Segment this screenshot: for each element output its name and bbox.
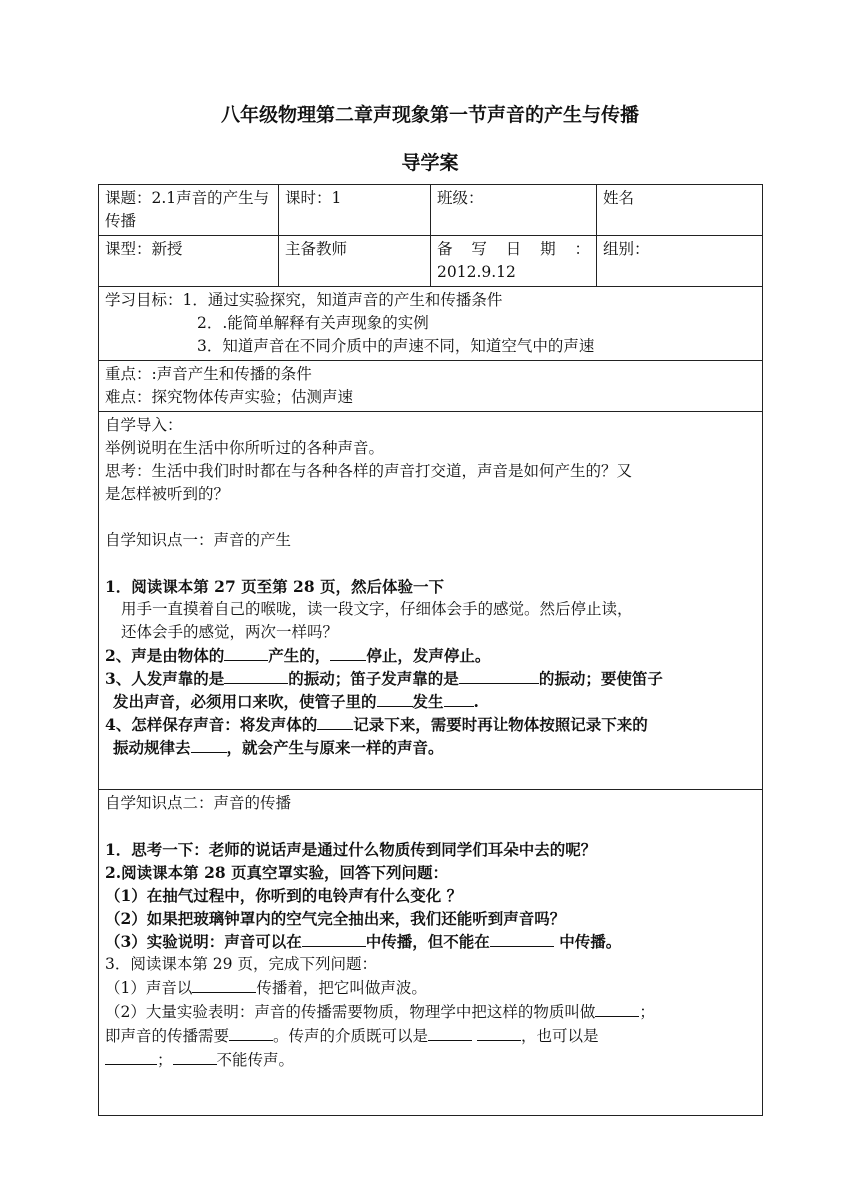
blank[interactable]	[444, 690, 474, 707]
question-3-a: 3、人发声靠的是 的振动；笛子发声靠的是 的振动；要使笛子	[105, 669, 663, 688]
blank[interactable]	[224, 644, 268, 661]
group-cell: 组别：	[597, 236, 763, 287]
teacher-cell: 主备教师	[279, 236, 431, 287]
date-cell	[431, 236, 597, 287]
question-1-a: 1．阅读课本第 27 页至第 28 页，然后体验一下	[105, 577, 445, 596]
blank[interactable]	[317, 713, 353, 730]
blank[interactable]	[173, 1048, 217, 1065]
part-2-3: （3）实验说明：声音可以在 中传播，但不能在 中传播。	[105, 932, 622, 951]
part-3-1: （1）声音以 传播着，把它叫做声波。	[105, 976, 756, 1000]
class-cell: 班级：	[431, 185, 597, 236]
part-3: 3．阅读课本第 29 页，完成下列问题：	[105, 955, 377, 973]
period-cell: 课时：1	[279, 185, 431, 236]
blank[interactable]	[477, 1024, 521, 1041]
self-study-intro: 自学导入：	[105, 416, 183, 434]
blank[interactable]	[428, 1024, 472, 1041]
lesson-plan-table	[98, 184, 763, 1116]
question-1-c: 还体会手的感觉，两次一样吗？	[121, 623, 339, 641]
section1-cell	[99, 412, 763, 790]
part-2-2: （2）如果把玻璃钟罩内的空气完全抽出来，我们还能听到声音吗？	[105, 909, 566, 928]
think-line-1: 思考：生活中我们时时都在与各种各样的声音打交道，声音是如何产生的？又	[105, 462, 633, 480]
example-prompt: 举例说明在生活中你所听过的各种声音。	[105, 439, 385, 457]
blank[interactable]	[302, 930, 366, 947]
blank[interactable]	[105, 1048, 157, 1065]
focus-row	[99, 361, 763, 412]
part-2-1: （1）在抽气过程中，你听到的电铃声有什么变化 ？	[105, 886, 463, 905]
topic-cell: 课题：2.1声音的产生与传播	[99, 185, 279, 236]
question-1-b: 用手一直摸着自己的喉咙，读一段文字，仔细体会手的感觉。然后停止读，	[121, 600, 633, 618]
document-title: 八年级物理第二章声现象第一节声音的产生与传播	[220, 104, 639, 126]
blank[interactable]	[377, 690, 413, 707]
lesson-type-cell: 课型：新授	[99, 236, 279, 287]
blank[interactable]	[192, 976, 256, 993]
question-3-b: 发出声音，必须用口来吹，使管子里的 发生 .	[113, 692, 479, 711]
goals-cell	[99, 287, 763, 361]
date-label: 备写日期：	[437, 240, 590, 258]
goal-3: 3．知道声音在不同介质中的声速不同，知道空气中的声速	[197, 337, 595, 355]
blank[interactable]	[229, 1024, 273, 1041]
header-row-2	[99, 236, 763, 287]
blank[interactable]	[459, 667, 539, 684]
part-2: 2.阅读课本第 28 页真空罩实验，回答下列问题：	[105, 863, 449, 882]
knowledge-point-1: 自学知识点一：声音的产生	[105, 531, 292, 549]
header-row-1	[99, 185, 763, 236]
blank[interactable]	[330, 644, 366, 661]
goal-1: 学习目标：1．通过实验探究，知道声音的产生和传播条件	[105, 291, 503, 309]
blank[interactable]	[224, 667, 288, 684]
difficult-point: 难点：探究物体传声实验；估测声速	[105, 388, 354, 406]
focus-cell	[99, 361, 763, 412]
think-line-2: 是怎样被听到的？	[105, 485, 230, 503]
section2-row	[99, 790, 763, 1116]
document-subtitle: 导学案	[401, 152, 459, 174]
part-1: 1．思考一下：老师的说话声是通过什么物质传到同学们耳朵中去的呢？	[105, 840, 597, 859]
student-name-cell: 姓名	[597, 185, 763, 236]
section2-cell	[99, 790, 763, 1116]
goals-row	[99, 287, 763, 361]
key-point: 重点：:声音产生和传播的条件	[105, 365, 312, 383]
question-4-a: 4、怎样保存声音：将发声体的 记录下来，需要时再让物体按照记录下来的	[105, 715, 648, 734]
blank[interactable]	[595, 1000, 639, 1017]
knowledge-point-2: 自学知识点二：声音的传播	[105, 794, 292, 812]
part-3-4: ； 不能传声。	[105, 1048, 756, 1072]
date-value: 2012.9.12	[437, 263, 516, 281]
goal-2: 2．.能简单解释有关声现象的实例	[197, 314, 429, 332]
blank[interactable]	[490, 930, 554, 947]
question-4-b: 振动规律去 ，就会产生与原来一样的声音。	[113, 738, 444, 757]
part-3-3: 即声音的传播需要 。传声的介质既可以是 ，也可以是	[105, 1024, 756, 1048]
section1-row	[99, 412, 763, 790]
blank[interactable]	[191, 736, 227, 753]
part-3-2: （2）大量实验表明：声音的传播需要物质，物理学中把这样的物质叫做 ；	[105, 1000, 756, 1024]
question-2: 2、声是由物体的 产生的， 停止，发声停止。	[105, 646, 491, 665]
